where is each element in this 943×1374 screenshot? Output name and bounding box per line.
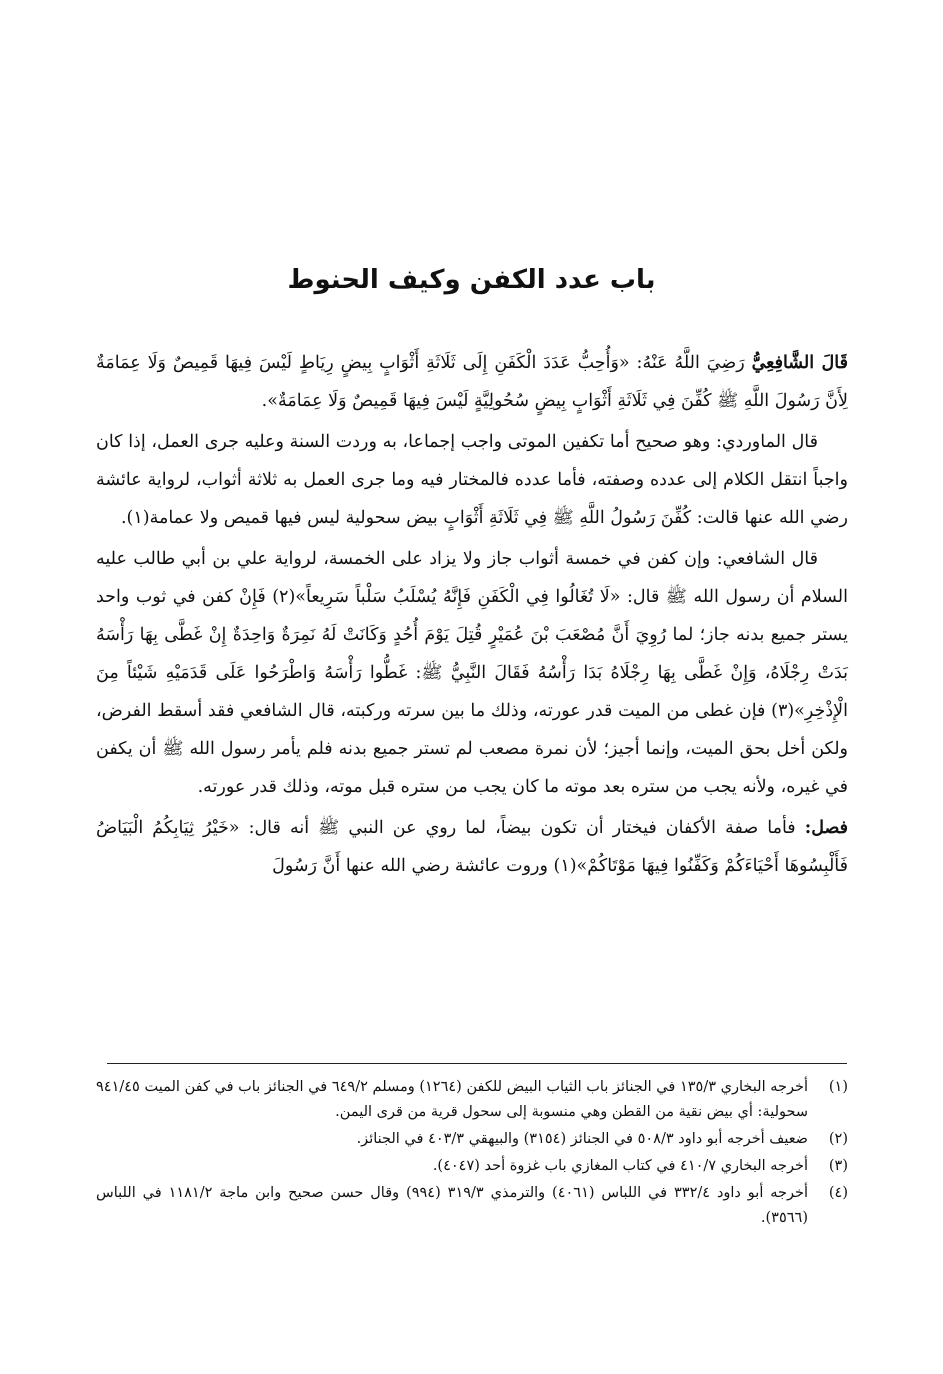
paragraph-text: قال الماوردي: وهو صحيح أما تكفين الموتى واجب إجماعا، به وردت السنة وعليه جرى العمل، إذا كان واجباً انتقل الكلام إلى عدده وصفته، فأما عدده فالمختار فيه وما جرى العمل به ثلاثة أثواب، لرواية عائشة رضي الله عنها قالت: كُفِّنَ رَسُولُ اللَّهِ ﷺ فِي ثَلَاثَةِ أَثْوَابٍ بيض سحولية ليس فيها قميص ولا عمامة(١). xyxy=(96,432,848,528)
paragraph-lead: فصل: xyxy=(804,818,848,838)
footnote-text: ضعيف أخرجه أبو داود ٥٠٨/٣ في الجنائز (٣١٥٤) والبيهقي ٤٠٣/٣ في الجنائز. xyxy=(356,1131,808,1147)
paragraph-shafii-quote xyxy=(96,344,848,420)
paragraph-text: قال الشافعي: وإن كفن في خمسة أثواب جاز ولا يزاد على الخمسة، لرواية علي بن أبي طالب عليه السلام أن رسول الله ﷺ قال: «لَا تُغَالُوا فِي الْكَفَنِ فَإِنَّهُ يُسْلَبُ سَلْباً سَرِيعاً»(٢) فَإِنْ كفن في ثوب واحد يستر جميع بدنه جاز؛ لما رُوِيَ أَنَّ مُصْعَبَ بْنَ عُمَيْرٍ قُتِلَ يَوْمَ أُحُدٍ وَكَانَتْ لَهُ نَمِرَةٌ وَاحِدَةٌ إِنْ غَطَّى بِهَا رَأْسَهُ بَدَتْ رِجْلَاهُ، وَإِنْ غَطَّى بِهَا رِجْلَاهُ بَدَا رَأْسُهُ فَقَالَ النَّبِيُّ ﷺ: غَطُّوا رَأْسَهُ وَاطْرَحُوا عَلَى قَدَمَيْهِ شَيْئاً مِنَ الْإِذْخِرِ»(٣) فإن غطى من الميت قدر عورته، وذلك ما بين سرته وركبته، قال الشافعي فقد أسقط الفرض، ولكن أخل بحق الميت، وإنما أجيز؛ لأن نمرة مصعب لم تستر جميع بدنه فلم يأمر رسول الله ﷺ أن يكفن في غيره، ولأنه يجب من ستره بعد موته ما كان يجب من ستره قبل موته، وذلك قدر عورته. xyxy=(96,549,848,797)
footnote-text: أخرجه أبو داود ٣٣٢/٤ في اللباس (٤٠٦١) والترمذي ٣١٩/٣ (٩٩٤) وقال حسن صحيح وابن ماجة ١١٨١/٢ في اللباس (٣٥٦٦). xyxy=(96,1185,808,1226)
paragraph-text: فأما صفة الأكفان فيختار أن تكون بيضاً، لما روي عن النبي ﷺ أنه قال: «خَيْرُ ثِيَابِكُمُ الْبَيَاضُ فَأَلْبِسُوهَا أَحْيَاءَكُمْ وَكَفِّنُوا فِيهَا مَوْتَاكُمْ»(١) وروت عائشة رضي الله عنها أَنَّ رَسُولَ xyxy=(96,818,848,876)
footnote-number: (١) xyxy=(828,1079,848,1095)
main-text xyxy=(96,344,848,888)
paragraph-lead: قَالَ الشَّافِعِيُّ xyxy=(751,353,848,373)
footnote-text: أخرجه البخاري ١٣٥/٣ في الجنائز باب الثياب البيض للكفن (١٢٦٤) ومسلم ٦٤٩/٢ في الجنائز باب في كفن الميت ٩٤١/٤٥ سحولية: أي بيض نقية من القطن وهي منسوبة إلى سحول قرية من قرى اليمن. xyxy=(96,1079,808,1120)
footnote-item xyxy=(96,1127,848,1152)
footnote-text: أخرجه البخاري ٤١٠/٧ في كتاب المغازي باب غزوة أحد (٤٠٤٧). xyxy=(432,1158,808,1174)
footnote-divider xyxy=(107,1063,847,1064)
paragraph-shafii-five-garments xyxy=(96,540,848,806)
footnotes xyxy=(96,1075,848,1233)
footnote-number: (٤) xyxy=(828,1185,848,1201)
paragraph-text: رَضِيَ اللَّهُ عَنْهُ: «وَأُحِبُّ عَدَدَ الْكَفَنِ إِلَى ثَلَاثَةِ أَثْوَابٍ بِيضٍ رِيَاطٍ لَيْسَ فِيهَا قَمِيصٌ وَلَا عِمَامَةٌ لِأَنَّ رَسُولَ اللَّهِ ﷺ كُفِّنَ فِي ثَلَاثَةِ أَثْوَابٍ بِيضٍ سُحُولِيَّةٍ لَيْسَ فِيهَا قَمِيصٌ وَلَا عِمَامَةٌ». xyxy=(96,353,848,411)
footnote-item xyxy=(96,1181,848,1231)
chapter-title: باب عدد الكفن وكيف الحنوط xyxy=(287,265,656,295)
footnote-number: (٣) xyxy=(828,1158,848,1174)
paragraph-fasl xyxy=(96,809,848,885)
footnote-item xyxy=(96,1075,848,1125)
paragraph-mawardi xyxy=(96,423,848,537)
footnote-item xyxy=(96,1154,848,1179)
footnote-number: (٢) xyxy=(828,1131,848,1147)
